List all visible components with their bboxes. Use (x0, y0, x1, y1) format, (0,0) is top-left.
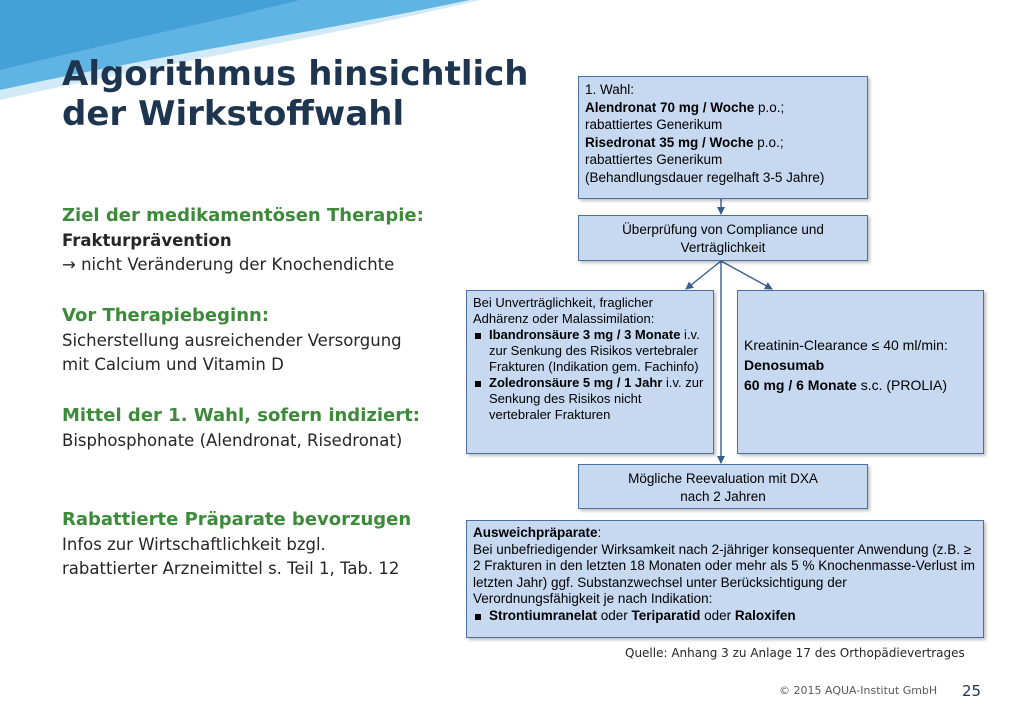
page-number: 25 (962, 682, 982, 700)
reevaluation-line-1: Mögliche Reevaluation mit DXA (628, 471, 818, 486)
list-item (473, 375, 707, 423)
risedronat-generic: rabattiertes Generikum (585, 152, 723, 167)
strontiumranelat: Strontiumranelat (489, 607, 598, 623)
section-first-choice (62, 403, 462, 453)
section-goal-text: → nicht Veränderung der Knochendichte (62, 255, 395, 274)
creatinine-box (737, 290, 984, 454)
teriparatid: Teriparatid (631, 607, 701, 623)
section-goal-heading: Ziel der medikamentösen Therapie: (62, 205, 424, 226)
first-choice-heading: 1. Wahl: (585, 82, 635, 97)
zoledronsaeure-dose: Zoledronsäure 5 mg / 1 Jahr (489, 375, 663, 390)
alternatives-heading-line (473, 525, 977, 542)
list-item (473, 327, 707, 375)
denosumab-dose-line (744, 375, 977, 395)
source-note: Quelle: Anhang 3 zu Anlage 17 des Orthopädievertrages (625, 646, 965, 660)
ibandronsaeure-text: i.v. zur Senkung des Risikos vertebraler Frakturen (Indikation gem. Fachinfo) (489, 327, 700, 374)
alendronat-line (585, 99, 861, 117)
page-title (62, 54, 529, 134)
list-item (473, 608, 977, 625)
alternatives-drug-list (473, 608, 977, 625)
section-before-therapy-line-1: Sicherstellung ausreichender Versorgung (62, 331, 402, 350)
alendronat-route: p.o.; (754, 99, 785, 115)
compliance-check-line-1: Überprüfung von Compliance und (622, 222, 824, 237)
compliance-check-line-2: Verträglichkeit (680, 239, 766, 255)
or-separator-2: oder (700, 607, 735, 623)
treatment-duration: (Behandlungsdauer regelhaft 3-5 Jahre) (585, 169, 825, 185)
zoledronsaeure-text: i.v. zur Senkung des Risikos nicht vertebraler Frakturen (489, 375, 704, 422)
section-before-therapy-line-2: mit Calcium und Vitamin D (62, 355, 284, 374)
risedronat-route: p.o.; (753, 134, 784, 150)
ibandronsaeure-dose: Ibandronsäure 3 mg / 3 Monate (489, 327, 681, 342)
denosumab-label: Denosumab (744, 357, 825, 373)
section-before-therapy-heading: Vor Therapiebeginn: (62, 305, 270, 326)
section-discounted-line-2: rabattierter Arzneimittel s. Teil 1, Tab. 12 (62, 559, 400, 578)
denosumab-route: s.c. (PROLIA) (856, 377, 948, 393)
alternatives-text: Bei unbefriedigender Wirksamkeit nach 2-jähriger konsequenter Anwendung (z.B. ≥ 2 Frakturen in den letzten 18 Monaten oder mehr als 5 % Knochenmasse-Verlust im letzten Jahr) ggf. Substanzwechsel unter Berücksichtigung der Verordnungsfähigkeit je nach Indikation: (473, 541, 976, 606)
raloxifen: Raloxifen (734, 607, 796, 623)
arrow-box2-to-box3 (686, 261, 721, 289)
denosumab-dose: 60 mg / 6 Monate (744, 377, 857, 393)
alternatives-box (466, 520, 984, 638)
title-line-1: Algorithmus hinsichtlich (62, 54, 529, 94)
section-goal-bold: Frakturprävention (62, 231, 232, 250)
section-discounted (62, 507, 462, 581)
denosumab-name (744, 355, 977, 375)
intolerance-drug-list (473, 327, 707, 423)
section-discounted-heading: Rabattierte Präparate bevorzugen (62, 509, 412, 530)
title-line-2: der Wirkstoffwahl (62, 94, 405, 134)
section-discounted-line-1: Infos zur Wirtschaftlichkeit bzgl. (62, 535, 326, 554)
section-before-therapy (62, 303, 462, 377)
alternatives-heading: Ausweichpräparate (473, 525, 598, 540)
reevaluation-box (578, 464, 868, 509)
first-choice-box (578, 76, 868, 199)
risedronat-line (585, 134, 861, 152)
section-first-choice-heading: Mittel der 1. Wahl, sofern indiziert: (62, 405, 420, 426)
copyright-footer: © 2015 AQUA-Institut GmbH (779, 684, 938, 697)
or-separator-1: oder (597, 607, 632, 623)
creatinine-line: Kreatinin-Clearance ≤ 40 ml/min: (744, 337, 948, 353)
section-goal (62, 203, 462, 277)
alendronat-generic: rabattiertes Generikum (585, 117, 723, 132)
intolerance-line-2: Adhärenz oder Malassimilation: (473, 311, 655, 326)
intolerance-line-1: Bei Unverträglichkeit, fraglicher (473, 295, 653, 310)
compliance-check-box (578, 215, 868, 261)
alendronat-dose: Alendronat 70 mg / Woche (585, 99, 755, 115)
reevaluation-line-2: nach 2 Jahren (680, 488, 766, 504)
left-column (62, 203, 462, 607)
arrow-box2-to-box4 (721, 261, 772, 289)
section-first-choice-text: Bisphosphonate (Alendronat, Risedronat) (62, 431, 403, 450)
alternatives-heading-colon: : (597, 525, 602, 540)
risedronat-dose: Risedronat 35 mg / Woche (585, 134, 754, 150)
intolerance-box (466, 290, 714, 454)
